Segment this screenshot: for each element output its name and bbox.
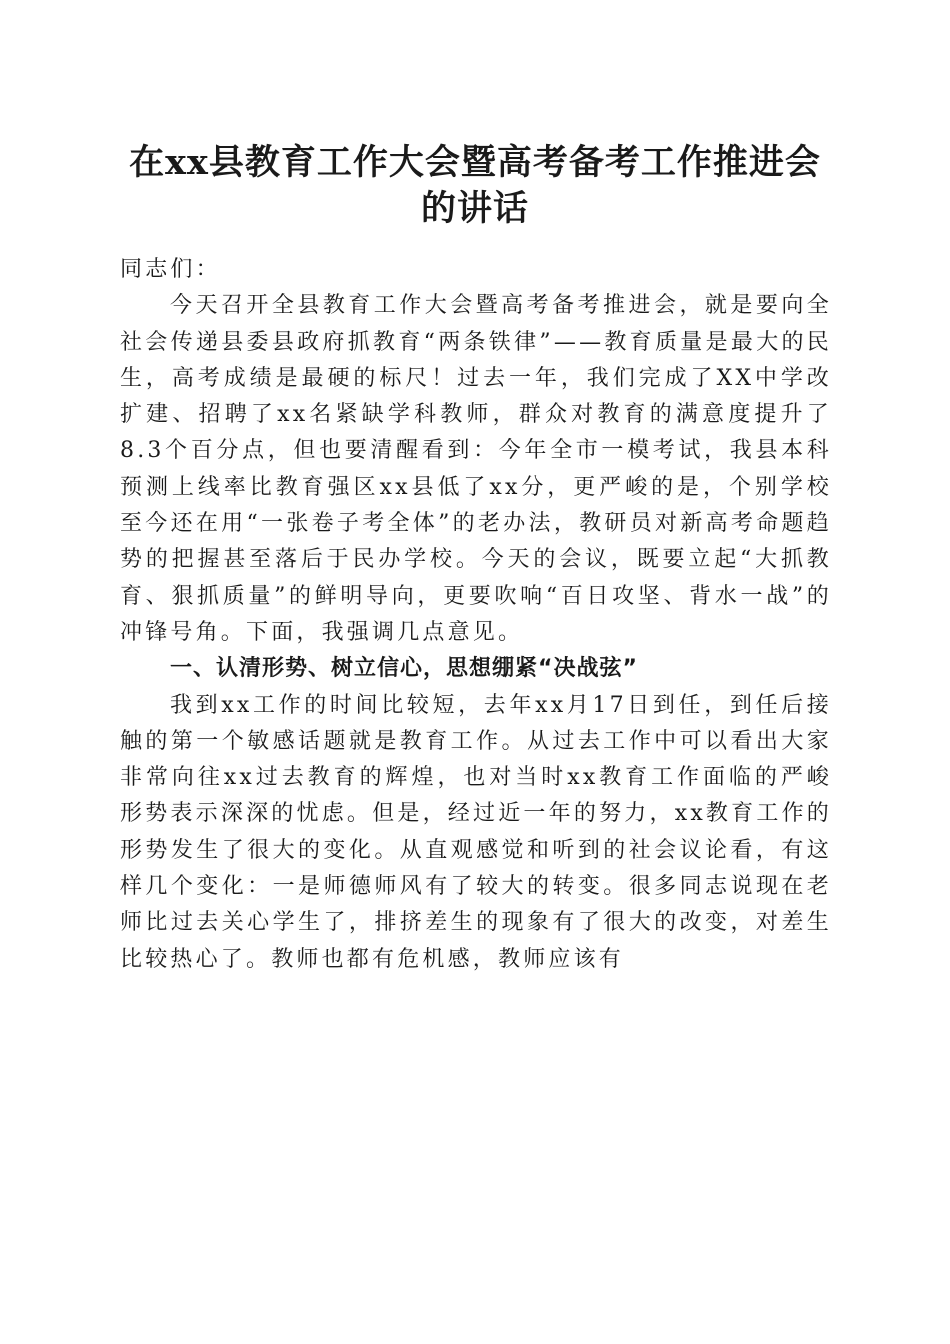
section-heading-1: 一、认清形势、树立信心，思想绷紧“决战弦” bbox=[170, 656, 638, 682]
title-line-2: 的讲话 bbox=[420, 188, 529, 229]
title-line-1: 在xx县教育工作大会暨高考备考工作推进会 bbox=[129, 142, 821, 183]
document-title bbox=[110, 140, 840, 232]
paragraph-section-1: 我到xx工作的时间比较短，去年xx月17日到任，到任后接触的第一个敏感话题就是教育工作。从过去工作中可以看出大家非常向往xx过去教育的辉煌，也对当时xx教育工作面临的严峻形势表示深深的忧虑。但是，经过近一年的努力，xx教育工作的形势发生了很大的变化。从直观感觉和听到的社会议论看，有这样几个变化：一是师德师风有了较大的转变。很多同志说现在老师比过去关心学生了，排挤差生的现象有了很大的改变，对差生比较热心了。教师也都有危机感，教师应该有 bbox=[120, 692, 832, 972]
salutation: 同志们： bbox=[120, 257, 221, 282]
paragraph-opening: 今天召开全县教育工作大会暨高考备考推进会，就是要向全社会传递县委县政府抓教育“两条铁律”——教育质量是最大的民生，高考成绩是最硬的标尺！过去一年，我们完成了XX中学改扩建、招聘了xx名紧缺学科教师，群众对教育的满意度提升了8.3个百分点，但也要清醒看到：今年全市一模考试，我县本科预测上线率比教育强区xx县低了xx分，更严峻的是，个别学校至今还在用“一张卷子考全体”的老办法，教研员对新高考命题趋势的把握甚至落后于民办学校。今天的会议，既要立起“大抓教育、狠抓质量”的鲜明导向，更要吹响“百日攻坚、背水一战”的冲锋号角。下面，我强调几点意见。 bbox=[120, 293, 832, 645]
document-body bbox=[120, 252, 832, 978]
